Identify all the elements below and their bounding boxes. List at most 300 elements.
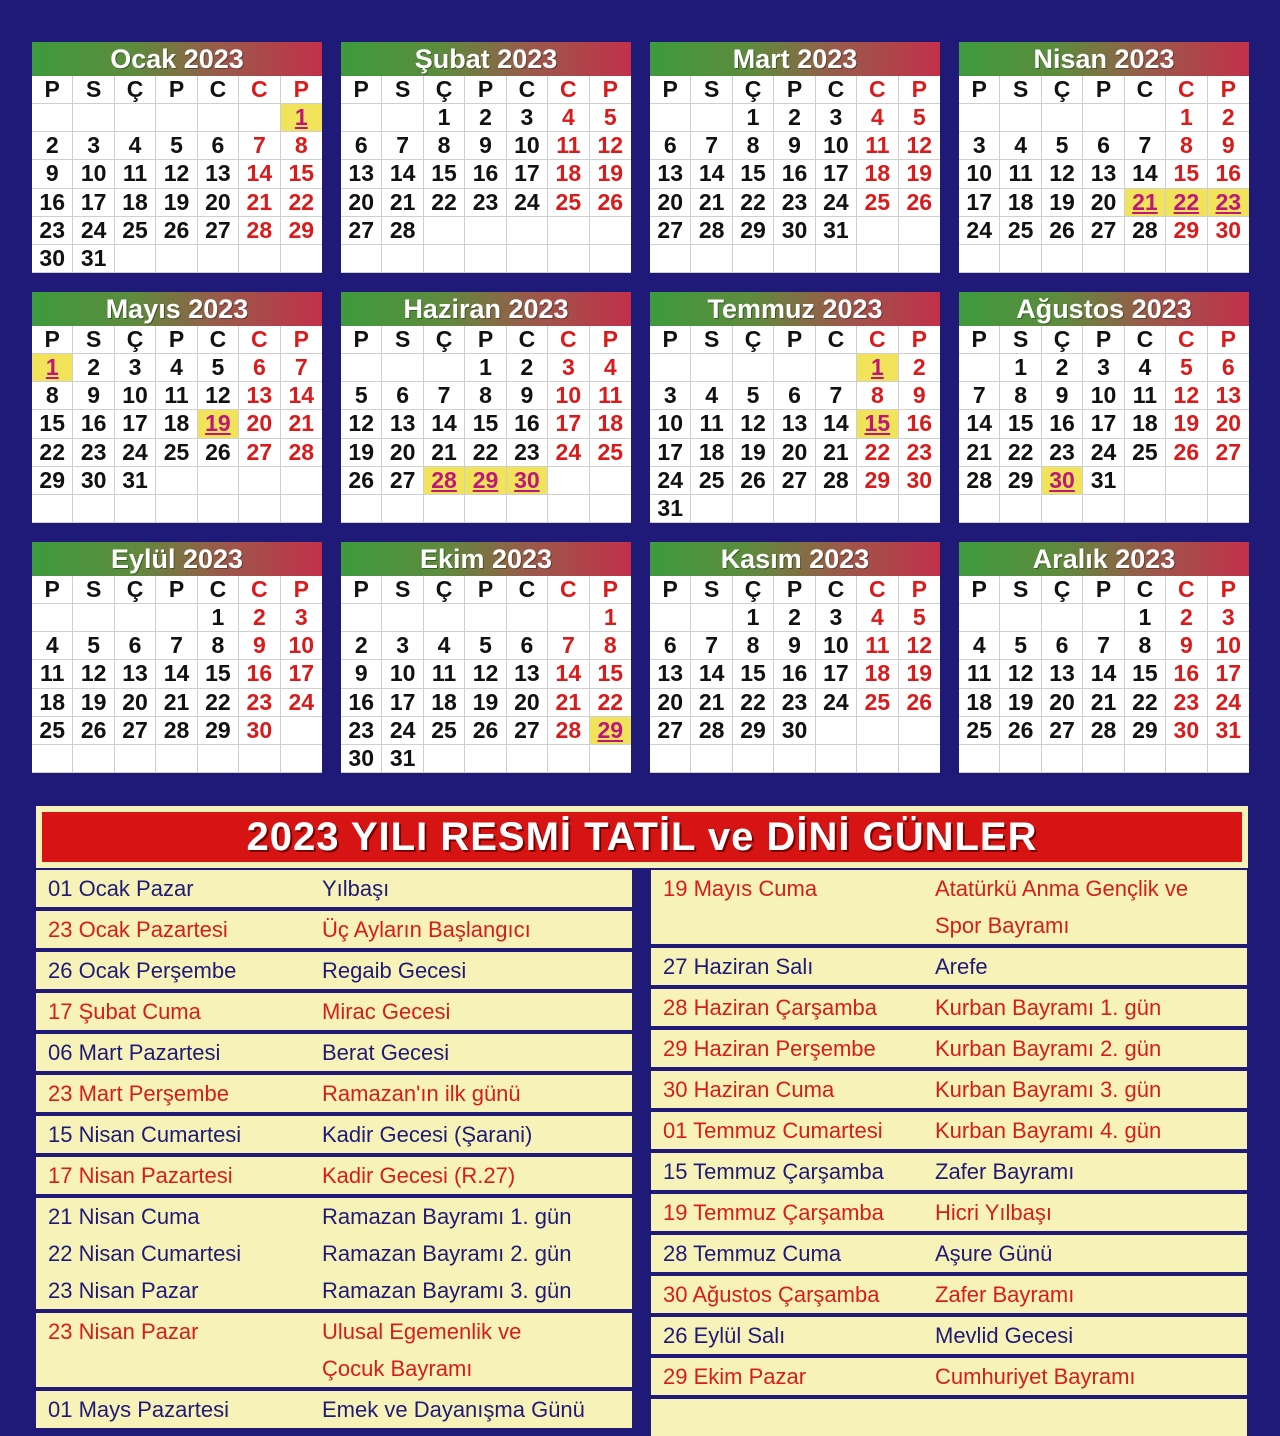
holiday-name: Kurban Bayramı 3. gün xyxy=(935,1077,1162,1102)
day-cell: 14 xyxy=(691,160,732,188)
day-cell: 25 xyxy=(32,717,73,745)
day-cell: 4 xyxy=(548,104,589,132)
day-cell: 30 xyxy=(1166,717,1207,745)
weekday-header: P xyxy=(1083,326,1124,354)
day-cell: 6 xyxy=(774,382,815,410)
day-cell: 15 xyxy=(424,160,465,188)
empty-day-cell xyxy=(156,467,197,495)
day-cell: 2 xyxy=(341,632,382,660)
empty-day-cell xyxy=(115,495,156,523)
holidays-title-panel xyxy=(36,806,1248,868)
holiday-row xyxy=(36,1313,632,1391)
day-cell: 3 xyxy=(382,632,423,660)
day-cell: 30 xyxy=(774,717,815,745)
day-cell: 10 xyxy=(650,410,691,438)
day-cell: 21 xyxy=(548,689,589,717)
day-cell: 12 xyxy=(1000,660,1041,688)
day-cell: 3 xyxy=(1208,604,1249,632)
day-cell: 13 xyxy=(507,660,548,688)
empty-day-cell xyxy=(115,104,156,132)
day-cell: 10 xyxy=(816,132,857,160)
day-cell: 19 xyxy=(198,410,239,438)
day-cell: 2 xyxy=(73,354,114,382)
holiday-name: Arefe xyxy=(935,954,988,979)
weekday-header: C xyxy=(1166,326,1207,354)
weekday-header: P xyxy=(156,326,197,354)
day-cell: 4 xyxy=(590,354,631,382)
holiday-date: 29 Ekim Pazar xyxy=(663,1364,807,1389)
day-cell: 28 xyxy=(548,717,589,745)
weekday-header: P xyxy=(465,326,506,354)
weekday-header: C xyxy=(548,76,589,104)
empty-day-cell xyxy=(857,217,898,245)
day-cell: 21 xyxy=(424,439,465,467)
day-cell: 19 xyxy=(465,689,506,717)
day-cell: 23 xyxy=(1166,689,1207,717)
weekday-header: Ç xyxy=(424,576,465,604)
holiday-name: Ulusal Egemenlik ve Çocuk Bayramı xyxy=(322,1319,522,1381)
empty-day-cell xyxy=(899,717,940,745)
day-cell: 14 xyxy=(156,660,197,688)
day-cell: 20 xyxy=(650,189,691,217)
empty-day-cell xyxy=(548,217,589,245)
holiday-name: Emek ve Dayanışma Günü xyxy=(322,1397,585,1422)
empty-day-cell xyxy=(73,495,114,523)
empty-day-cell xyxy=(590,745,631,773)
day-cell: 23 xyxy=(1208,189,1249,217)
day-cell: 16 xyxy=(73,410,114,438)
day-cell: 8 xyxy=(1000,382,1041,410)
month-day-table xyxy=(959,326,1249,523)
day-cell: 30 xyxy=(774,217,815,245)
day-cell: 2 xyxy=(239,604,280,632)
weekday-header: C xyxy=(507,326,548,354)
weekday-header: P xyxy=(465,576,506,604)
empty-day-cell xyxy=(1125,245,1166,273)
weekday-header: C xyxy=(198,576,239,604)
day-cell: 2 xyxy=(774,104,815,132)
day-cell: 13 xyxy=(1208,382,1249,410)
month-title: Haziran 2023 xyxy=(341,292,631,326)
empty-day-cell xyxy=(73,604,114,632)
day-cell: 24 xyxy=(1208,689,1249,717)
day-cell: 13 xyxy=(239,382,280,410)
month-day-table xyxy=(650,576,940,773)
day-cell: 17 xyxy=(816,160,857,188)
day-cell: 7 xyxy=(281,354,322,382)
weekday-header: Ç xyxy=(1042,326,1083,354)
weekday-header: C xyxy=(857,76,898,104)
weekday-header: C xyxy=(239,76,280,104)
day-cell: 10 xyxy=(281,632,322,660)
day-cell: 25 xyxy=(1125,439,1166,467)
weekday-header: S xyxy=(73,326,114,354)
day-cell: 3 xyxy=(281,604,322,632)
day-cell: 14 xyxy=(1083,660,1124,688)
day-cell: 6 xyxy=(115,632,156,660)
day-cell: 12 xyxy=(1166,382,1207,410)
holiday-date: 23 Mart Perşembe xyxy=(48,1081,229,1106)
day-cell: 20 xyxy=(650,689,691,717)
day-cell: 20 xyxy=(115,689,156,717)
day-cell: 6 xyxy=(382,382,423,410)
weekday-header: P xyxy=(959,326,1000,354)
weekday-header: C xyxy=(1166,76,1207,104)
holiday-name: Regaib Gecesi xyxy=(322,958,467,983)
day-cell: 5 xyxy=(733,382,774,410)
day-cell: 5 xyxy=(341,382,382,410)
day-cell: 7 xyxy=(691,132,732,160)
empty-day-cell xyxy=(816,245,857,273)
empty-day-cell xyxy=(1000,104,1041,132)
day-cell: 8 xyxy=(281,132,322,160)
empty-day-cell xyxy=(959,245,1000,273)
day-cell: 12 xyxy=(465,660,506,688)
day-cell: 22 xyxy=(857,439,898,467)
day-cell: 1 xyxy=(590,604,631,632)
holiday-row xyxy=(651,1153,1247,1194)
month-title: Nisan 2023 xyxy=(959,42,1249,76)
day-cell: 18 xyxy=(959,689,1000,717)
empty-day-cell xyxy=(115,745,156,773)
day-cell: 4 xyxy=(691,382,732,410)
day-cell: 6 xyxy=(1083,132,1124,160)
day-cell: 26 xyxy=(341,467,382,495)
weekday-header: P xyxy=(899,576,940,604)
day-cell: 6 xyxy=(1042,632,1083,660)
day-cell: 4 xyxy=(424,632,465,660)
empty-day-cell xyxy=(1042,495,1083,523)
holiday-name: Cumhuriyet Bayramı xyxy=(935,1364,1136,1389)
day-cell: 28 xyxy=(691,217,732,245)
empty-day-cell xyxy=(382,354,423,382)
empty-day-cell xyxy=(156,104,197,132)
day-cell: 18 xyxy=(548,160,589,188)
day-cell: 11 xyxy=(1000,160,1041,188)
day-cell: 13 xyxy=(650,160,691,188)
holiday-name: Kadir Gecesi (Şarani) xyxy=(322,1122,533,1147)
empty-day-cell xyxy=(1208,467,1249,495)
empty-day-cell xyxy=(465,245,506,273)
day-cell: 31 xyxy=(73,245,114,273)
day-cell: 17 xyxy=(1208,660,1249,688)
empty-day-cell xyxy=(1166,467,1207,495)
day-cell: 2 xyxy=(465,104,506,132)
empty-day-cell xyxy=(691,495,732,523)
day-cell: 26 xyxy=(1042,217,1083,245)
day-cell: 22 xyxy=(733,189,774,217)
day-cell: 14 xyxy=(548,660,589,688)
empty-day-cell xyxy=(465,604,506,632)
day-cell: 23 xyxy=(507,439,548,467)
empty-day-cell xyxy=(341,495,382,523)
month-title: Eylül 2023 xyxy=(32,542,322,576)
empty-day-cell xyxy=(857,717,898,745)
day-cell: 6 xyxy=(239,354,280,382)
holidays-title: 2023 YILI RESMİ TATİL ve DİNİ GÜNLER xyxy=(42,812,1242,862)
day-cell: 7 xyxy=(1083,632,1124,660)
day-cell: 13 xyxy=(341,160,382,188)
month-calendar xyxy=(650,542,940,773)
empty-row xyxy=(651,1399,1247,1436)
empty-day-cell xyxy=(1125,495,1166,523)
day-cell: 27 xyxy=(1083,217,1124,245)
day-cell: 10 xyxy=(115,382,156,410)
day-cell: 9 xyxy=(239,632,280,660)
empty-day-cell xyxy=(156,745,197,773)
empty-day-cell xyxy=(774,745,815,773)
month-calendar xyxy=(959,292,1249,523)
empty-day-cell xyxy=(341,104,382,132)
empty-day-cell xyxy=(1042,604,1083,632)
empty-day-cell xyxy=(32,745,73,773)
month-calendar xyxy=(32,42,322,273)
holiday-date: 22 Nisan Cumartesi xyxy=(48,1241,242,1266)
day-cell: 12 xyxy=(899,632,940,660)
day-cell: 19 xyxy=(341,439,382,467)
holiday-row xyxy=(651,1071,1247,1112)
day-cell: 8 xyxy=(733,132,774,160)
day-cell: 20 xyxy=(198,189,239,217)
day-cell: 1 xyxy=(1125,604,1166,632)
day-cell: 3 xyxy=(115,354,156,382)
empty-day-cell xyxy=(239,245,280,273)
day-cell: 28 xyxy=(959,467,1000,495)
holiday-row xyxy=(36,1391,632,1432)
holiday-row xyxy=(36,1235,632,1272)
weekday-header: S xyxy=(691,576,732,604)
day-cell: 15 xyxy=(1125,660,1166,688)
day-cell: 16 xyxy=(239,660,280,688)
holiday-row xyxy=(651,948,1247,989)
weekday-header: P xyxy=(899,76,940,104)
month-day-table xyxy=(341,76,631,273)
month-calendar xyxy=(341,542,631,773)
holiday-row xyxy=(651,1358,1247,1399)
weekday-header: S xyxy=(382,76,423,104)
day-cell: 17 xyxy=(959,189,1000,217)
day-cell: 28 xyxy=(156,717,197,745)
day-cell: 6 xyxy=(198,132,239,160)
day-cell: 9 xyxy=(341,660,382,688)
holiday-date: 01 Temmuz Cumartesi xyxy=(663,1118,883,1143)
empty-day-cell xyxy=(1083,604,1124,632)
holiday-name: Ramazan Bayramı 1. gün xyxy=(322,1204,572,1229)
day-cell: 2 xyxy=(899,354,940,382)
day-cell: 9 xyxy=(899,382,940,410)
empty-day-cell xyxy=(650,104,691,132)
day-cell: 11 xyxy=(32,660,73,688)
weekday-header: P xyxy=(774,76,815,104)
holiday-row xyxy=(651,1030,1247,1071)
month-day-table xyxy=(650,76,940,273)
day-cell: 12 xyxy=(899,132,940,160)
day-cell: 27 xyxy=(507,717,548,745)
empty-day-cell xyxy=(424,217,465,245)
day-cell: 17 xyxy=(281,660,322,688)
day-cell: 19 xyxy=(1042,189,1083,217)
holiday-row xyxy=(651,1194,1247,1235)
empty-day-cell xyxy=(691,245,732,273)
day-cell: 13 xyxy=(1083,160,1124,188)
empty-day-cell xyxy=(590,495,631,523)
holiday-date: 21 Nisan Cuma xyxy=(48,1204,200,1229)
empty-day-cell xyxy=(774,245,815,273)
day-cell: 16 xyxy=(507,410,548,438)
day-cell: 15 xyxy=(32,410,73,438)
empty-day-cell xyxy=(650,604,691,632)
day-cell: 4 xyxy=(1125,354,1166,382)
weekday-header: P xyxy=(32,326,73,354)
weekday-header: C xyxy=(198,326,239,354)
empty-day-cell xyxy=(1000,495,1041,523)
empty-day-cell xyxy=(156,495,197,523)
weekday-header: Ç xyxy=(733,76,774,104)
weekday-header: P xyxy=(1208,76,1249,104)
day-cell: 8 xyxy=(590,632,631,660)
empty-day-cell xyxy=(959,604,1000,632)
weekday-header: Ç xyxy=(1042,76,1083,104)
day-cell: 31 xyxy=(382,745,423,773)
day-cell: 9 xyxy=(774,632,815,660)
day-cell: 28 xyxy=(1083,717,1124,745)
day-cell: 26 xyxy=(73,717,114,745)
weekday-header: Ç xyxy=(733,326,774,354)
holiday-name: Berat Gecesi xyxy=(322,1040,450,1065)
day-cell: 31 xyxy=(650,495,691,523)
empty-day-cell xyxy=(281,495,322,523)
day-cell: 10 xyxy=(959,160,1000,188)
day-cell: 29 xyxy=(465,467,506,495)
day-cell: 22 xyxy=(198,689,239,717)
day-cell: 24 xyxy=(1083,439,1124,467)
day-cell: 19 xyxy=(899,660,940,688)
day-cell: 18 xyxy=(1125,410,1166,438)
day-cell: 7 xyxy=(816,382,857,410)
day-cell: 16 xyxy=(32,189,73,217)
day-cell: 28 xyxy=(816,467,857,495)
day-cell: 13 xyxy=(198,160,239,188)
empty-day-cell xyxy=(73,104,114,132)
day-cell: 30 xyxy=(507,467,548,495)
empty-day-cell xyxy=(465,217,506,245)
day-cell: 29 xyxy=(857,467,898,495)
weekday-header: Ç xyxy=(115,326,156,354)
day-cell: 11 xyxy=(691,410,732,438)
weekday-header: P xyxy=(1208,576,1249,604)
day-cell: 18 xyxy=(590,410,631,438)
day-cell: 15 xyxy=(857,410,898,438)
day-cell: 28 xyxy=(281,439,322,467)
day-cell: 29 xyxy=(1166,217,1207,245)
day-cell: 9 xyxy=(32,160,73,188)
holiday-date: 29 Haziran Perşembe xyxy=(663,1036,876,1061)
empty-day-cell xyxy=(341,245,382,273)
weekday-header: P xyxy=(590,576,631,604)
day-cell: 21 xyxy=(691,189,732,217)
day-cell: 25 xyxy=(548,189,589,217)
weekday-header: P xyxy=(650,576,691,604)
day-cell: 18 xyxy=(1000,189,1041,217)
month-day-table xyxy=(959,76,1249,273)
day-cell: 15 xyxy=(281,160,322,188)
empty-day-cell xyxy=(507,745,548,773)
empty-day-cell xyxy=(382,495,423,523)
day-cell: 29 xyxy=(590,717,631,745)
day-cell: 30 xyxy=(73,467,114,495)
holiday-row xyxy=(36,993,632,1034)
day-cell: 17 xyxy=(650,439,691,467)
holiday-date: 06 Mart Pazartesi xyxy=(48,1040,221,1065)
day-cell: 25 xyxy=(424,717,465,745)
holiday-name: Aşure Günü xyxy=(935,1241,1053,1266)
holiday-date: 17 Nisan Pazartesi xyxy=(48,1163,233,1188)
holiday-date: 27 Haziran Salı xyxy=(663,954,814,979)
day-cell: 17 xyxy=(382,689,423,717)
holiday-name: Atatürkü Anma Gençlik ve Spor Bayramı xyxy=(935,876,1189,938)
month-day-table xyxy=(959,576,1249,773)
day-cell: 16 xyxy=(774,160,815,188)
day-cell: 14 xyxy=(424,410,465,438)
holidays-list-left xyxy=(36,870,632,1432)
weekday-header: Ç xyxy=(115,76,156,104)
weekday-header: P xyxy=(774,326,815,354)
weekday-header: C xyxy=(548,326,589,354)
month-calendar xyxy=(959,42,1249,273)
empty-day-cell xyxy=(774,354,815,382)
empty-day-cell xyxy=(548,245,589,273)
empty-day-cell xyxy=(650,245,691,273)
weekday-header: S xyxy=(73,576,114,604)
empty-day-cell xyxy=(465,745,506,773)
empty-day-cell xyxy=(733,354,774,382)
empty-day-cell xyxy=(198,495,239,523)
day-cell: 12 xyxy=(1042,160,1083,188)
day-cell: 19 xyxy=(1000,689,1041,717)
day-cell: 11 xyxy=(857,632,898,660)
holiday-row xyxy=(651,1317,1247,1358)
empty-day-cell xyxy=(198,745,239,773)
empty-day-cell xyxy=(507,217,548,245)
day-cell: 3 xyxy=(816,104,857,132)
day-cell: 30 xyxy=(32,245,73,273)
holiday-date: 30 Haziran Cuma xyxy=(663,1077,835,1102)
empty-day-cell xyxy=(239,467,280,495)
day-cell: 24 xyxy=(382,717,423,745)
day-cell: 14 xyxy=(281,382,322,410)
holiday-name: Ramazan Bayramı 2. gün xyxy=(322,1241,572,1266)
day-cell: 4 xyxy=(959,632,1000,660)
day-cell: 18 xyxy=(857,660,898,688)
day-cell: 11 xyxy=(959,660,1000,688)
day-cell: 19 xyxy=(156,189,197,217)
day-cell: 28 xyxy=(1125,217,1166,245)
day-cell: 27 xyxy=(1208,439,1249,467)
holiday-row xyxy=(36,1116,632,1157)
month-calendar xyxy=(650,292,940,523)
day-cell: 9 xyxy=(73,382,114,410)
day-cell: 20 xyxy=(239,410,280,438)
weekday-header: P xyxy=(281,76,322,104)
month-calendar xyxy=(959,542,1249,773)
day-cell: 10 xyxy=(382,660,423,688)
empty-day-cell xyxy=(816,354,857,382)
day-cell: 19 xyxy=(73,689,114,717)
day-cell: 27 xyxy=(239,439,280,467)
empty-day-cell xyxy=(959,354,1000,382)
day-cell: 26 xyxy=(899,189,940,217)
day-cell: 21 xyxy=(1083,689,1124,717)
